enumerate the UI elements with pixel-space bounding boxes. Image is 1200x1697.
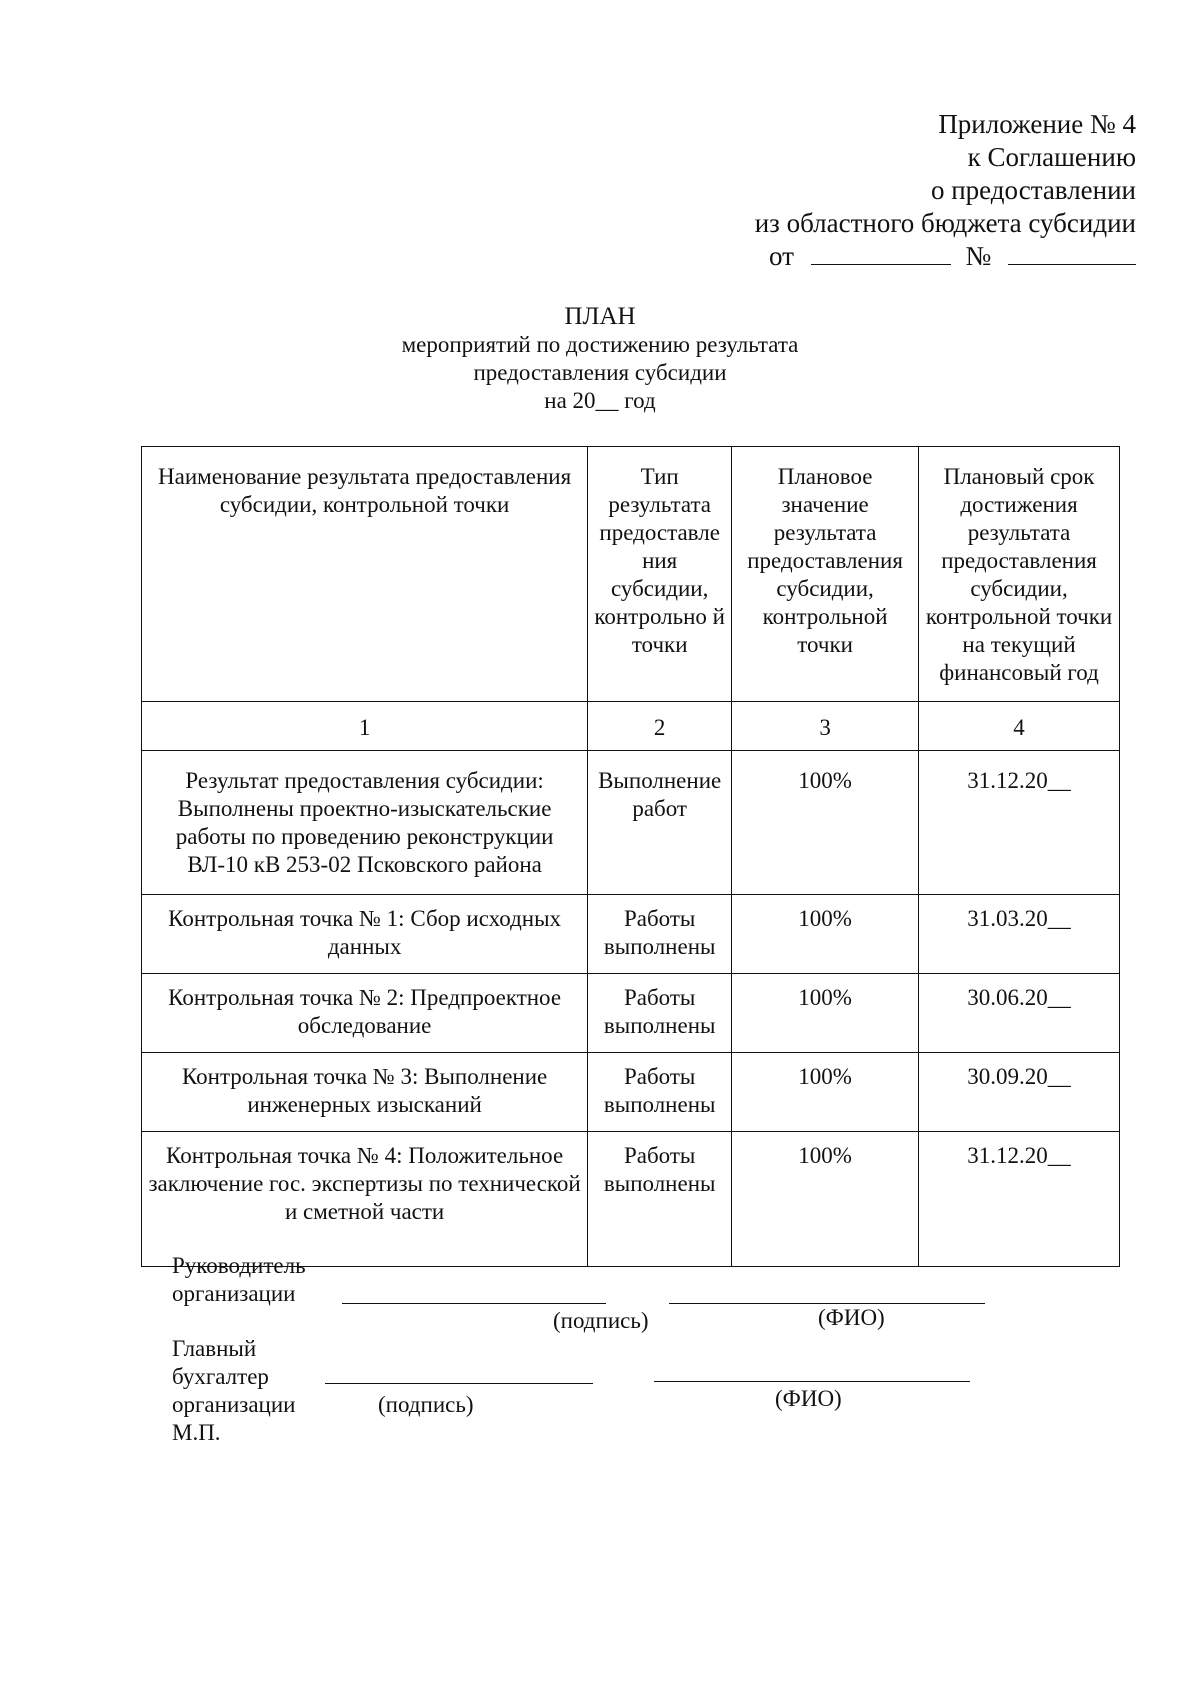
result-name: Результат предоставления субсидии: Выполнены проектно-изыскательские работы по проведению реконструкции ВЛ-10 кВ 253-02 Псковского района xyxy=(142,751,588,895)
annex-header xyxy=(755,108,1136,273)
checkpoint-type: Работы выполнены xyxy=(588,895,732,974)
annex-budget: из областного бюджета субсидии xyxy=(754,208,1136,238)
accountant-signature-caption: (подпись) xyxy=(378,1392,474,1417)
checkpoint-deadline: 30.06.20__ xyxy=(919,974,1120,1053)
checkpoint-value: 100% xyxy=(732,1053,919,1132)
title-subtitle-2: предоставления субсидии xyxy=(473,360,727,385)
checkpoint-type: Работы выполнены xyxy=(588,974,732,1053)
checkpoint-name: Контрольная точка № 2: Предпроектное обследование xyxy=(142,974,588,1053)
column-number: 3 xyxy=(732,702,919,751)
annex-number: Приложение № 4 xyxy=(938,109,1136,139)
checkpoint-value: 100% xyxy=(732,895,919,974)
plan-table xyxy=(141,446,1120,1267)
table-row xyxy=(142,895,1120,974)
header-name: Наименование результата предоставления субсидии, контрольной точки xyxy=(142,447,588,702)
annex-date-line xyxy=(755,240,1136,273)
accountant-label xyxy=(172,1335,295,1447)
table-row xyxy=(142,1132,1120,1267)
column-number: 1 xyxy=(142,702,588,751)
title-plan: ПЛАН xyxy=(564,303,636,330)
stamp-label: М.П. xyxy=(172,1420,221,1445)
document-title xyxy=(0,303,1200,415)
head-label xyxy=(172,1252,306,1308)
result-value: 100% xyxy=(732,751,919,895)
checkpoint-name: Контрольная точка № 1: Сбор исходных данных xyxy=(142,895,588,974)
accountant-label-line3: организации xyxy=(172,1392,296,1417)
head-signature-caption: (подпись) xyxy=(553,1308,649,1333)
header-value: Плановое значение результата предоставления субсидии, контрольной точки xyxy=(732,447,919,702)
checkpoint-name: Контрольная точка № 3: Выполнение инженерных изысканий xyxy=(142,1053,588,1132)
checkpoint-deadline: 31.03.20__ xyxy=(919,895,1120,974)
accountant-label-line1: Главный xyxy=(172,1336,257,1361)
accountant-name-line[interactable] xyxy=(654,1381,970,1382)
header-deadline: Плановый срок достижения результата предоставления субсидии, контрольной точки на текущий финансовый год xyxy=(919,447,1120,702)
column-numbers-row xyxy=(142,702,1120,751)
checkpoint-type: Работы выполнены xyxy=(588,1053,732,1132)
checkpoint-value: 100% xyxy=(732,1132,919,1267)
annex-provision: о предоставлении xyxy=(930,175,1136,205)
column-number: 2 xyxy=(588,702,732,751)
accountant-name-caption: (ФИО) xyxy=(775,1386,842,1411)
number-blank xyxy=(1008,242,1136,265)
date-blank xyxy=(811,242,951,265)
head-signature-line[interactable] xyxy=(342,1303,606,1304)
checkpoint-deadline: 30.09.20__ xyxy=(919,1053,1120,1132)
accountant-label-line2: бухгалтер xyxy=(172,1364,269,1389)
annex-agreement: к Соглашению xyxy=(967,142,1136,172)
title-subtitle-1: мероприятий по достижению результата xyxy=(401,332,799,357)
checkpoint-deadline: 31.12.20__ xyxy=(919,1132,1120,1267)
header-type: Тип результата предоставле ния субсидии, контрольно й точки xyxy=(588,447,732,702)
accountant-signature-line[interactable] xyxy=(325,1383,593,1384)
checkpoint-name: Контрольная точка № 4: Положительное заключение гос. экспертизы по технической и сметной части xyxy=(142,1132,588,1267)
table-header-row xyxy=(142,447,1120,702)
checkpoint-value: 100% xyxy=(732,974,919,1053)
result-deadline: 31.12.20__ xyxy=(919,751,1120,895)
table-row xyxy=(142,1053,1120,1132)
head-label-line1: Руководитель xyxy=(172,1253,306,1278)
table-row xyxy=(142,974,1120,1053)
result-type: Выполнение работ xyxy=(588,751,732,895)
head-name-caption: (ФИО) xyxy=(818,1305,885,1330)
number-sign: № xyxy=(965,241,992,271)
head-label-line2: организации xyxy=(172,1281,296,1306)
title-year: на 20__ год xyxy=(544,388,656,413)
table-row xyxy=(142,751,1120,895)
column-number: 4 xyxy=(919,702,1120,751)
date-prefix: от xyxy=(769,241,794,271)
checkpoint-type: Работы выполнены xyxy=(588,1132,732,1267)
